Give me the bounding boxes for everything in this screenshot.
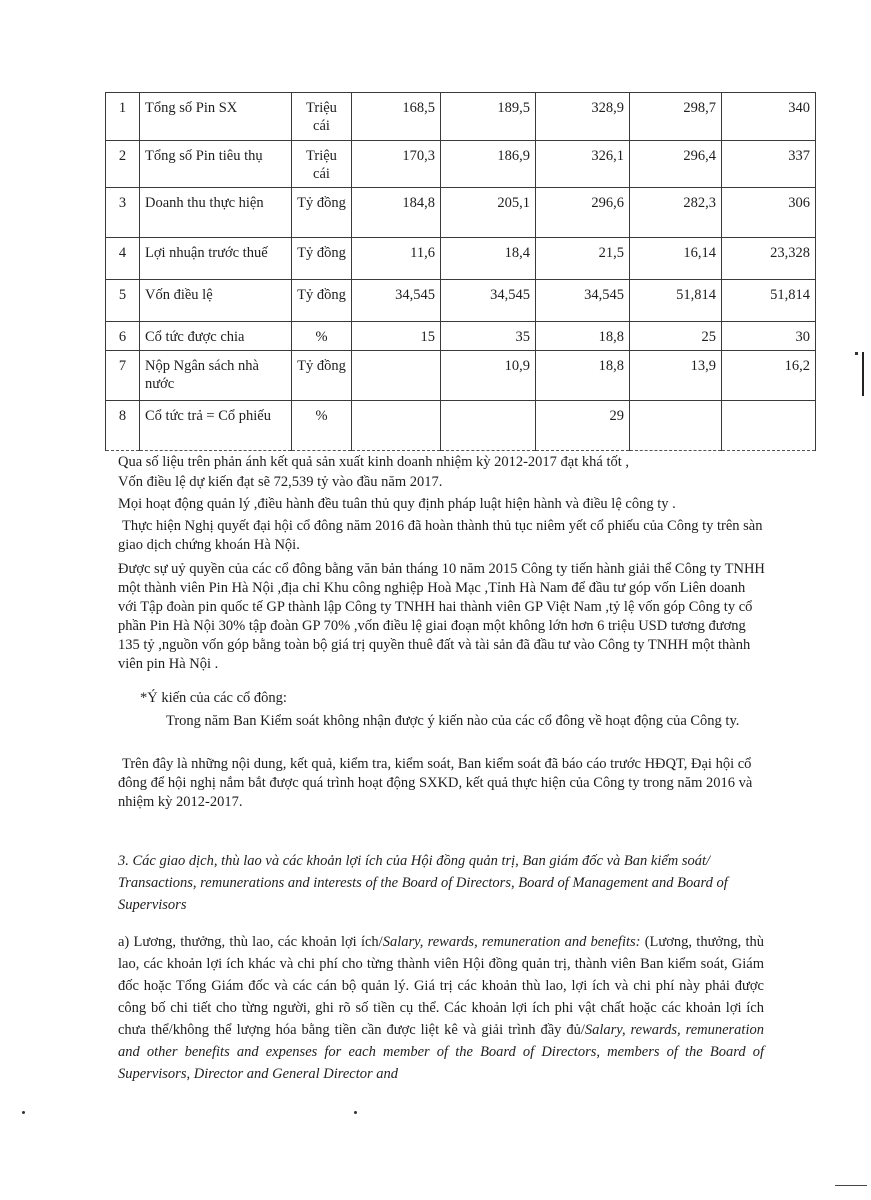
value-col-2: 189,5 [441,93,536,141]
value-col-5: 30 [722,322,816,351]
value-col-4: 13,9 [630,351,722,401]
row-number: 7 [106,351,140,401]
row-unit: Tỷ đồng [292,238,352,280]
value-col-1: 34,545 [352,280,441,322]
row-unit: % [292,401,352,451]
value-col-2: 186,9 [441,141,536,188]
value-col-3: 34,545 [536,280,630,322]
row-number: 2 [106,141,140,188]
section-3-title [118,850,768,916]
para-a-prefix: a) Lương, thưởng, thù lao, các khoản lợi ích/ [118,934,383,950]
value-col-4: 298,7 [630,93,722,141]
paragraph-no-opinions: Trong năm Ban Kiểm soát không nhận được ý kiến nào của các cổ đông về hoạt động của Công ty. [166,713,740,729]
value-col-3: 21,5 [536,238,630,280]
row-unit: Triệu cái [292,93,352,141]
row-unit: Tỷ đồng [292,351,352,401]
value-col-1 [352,351,441,401]
table-row [106,401,816,451]
row-unit: Tỷ đồng [292,280,352,322]
value-col-1: 170,3 [352,141,441,188]
value-col-2: 205,1 [441,188,536,238]
row-indicator-name: Doanh thu thực hiện [140,188,292,238]
value-col-4 [630,401,722,451]
value-col-3: 29 [536,401,630,451]
value-col-1: 11,6 [352,238,441,280]
value-col-1: 15 [352,322,441,351]
row-number: 3 [106,188,140,238]
row-unit: Tỷ đồng [292,188,352,238]
row-indicator-name: Vốn điều lệ [140,280,292,322]
table-row [106,280,816,322]
value-col-2: 18,4 [441,238,536,280]
value-col-4: 51,814 [630,280,722,322]
margin-tick [855,352,858,355]
table-row [106,93,816,141]
scan-dot [22,1111,25,1114]
value-col-3: 18,8 [536,351,630,401]
table-row [106,351,816,401]
value-col-5: 16,2 [722,351,816,401]
paragraph-conclusion: Trên đây là những nội dung, kết quả, kiểm tra, kiểm soát, Ban kiểm soát đã báo cáo trước HĐQT, Đại hội cổ đông để hội nghị nắm bắt được quá trình hoạt động SXKD, kết quả thực hiện của Công ty trong năm 2016 và nhiệm kỳ 2012-2017. [118,756,753,810]
paragraph-summary: Qua số liệu trên phản ánh kết quả sản xuất kinh doanh nhiệm kỳ 2012-2017 đạt khá tốt , [118,454,630,470]
value-col-5: 337 [722,141,816,188]
value-col-5: 306 [722,188,816,238]
value-col-3: 18,8 [536,322,630,351]
row-indicator-name: Lợi nhuận trước thuế [140,238,292,280]
row-indicator-name: Nộp Ngân sách nhà nước [140,351,292,401]
table-row [106,141,816,188]
value-col-3: 296,6 [536,188,630,238]
row-unit: % [292,322,352,351]
value-col-1: 168,5 [352,93,441,141]
margin-mark [862,352,864,396]
value-col-2: 34,545 [441,280,536,322]
results-table [105,92,816,451]
para-a-english-1: Salary, rewards, remuneration and benefits: [382,934,641,950]
value-col-2: 10,9 [441,351,536,401]
paragraph-listing: Thực hiện Nghị quyết đại hội cổ đông năm 2016 đã hoàn thành thủ tục niêm yết cổ phiếu của Công ty trên sàn giao dịch chứng khoán Hà Nội. [118,518,763,553]
table-row [106,188,816,238]
value-col-1 [352,401,441,451]
table-row [106,322,816,351]
value-col-2: 35 [441,322,536,351]
value-col-4: 282,3 [630,188,722,238]
row-indicator-name: Cổ tức trả = Cổ phiếu [140,401,292,451]
scan-dot [354,1111,357,1114]
value-col-5: 340 [722,93,816,141]
value-col-5: 51,814 [722,280,816,322]
section-3-title-en: Transactions, remunerations and interests of the Board of Directors, Board of Management and Board of Supervisors [118,875,728,913]
value-col-4: 16,14 [630,238,722,280]
paragraph-compliance: Mọi hoạt động quản lý ,điều hành đều tuân thủ quy định pháp luật hiện hành và điều lệ công ty . [118,496,676,512]
value-col-5: 23,328 [722,238,816,280]
value-col-1: 184,8 [352,188,441,238]
row-number: 1 [106,93,140,141]
row-number: 5 [106,280,140,322]
section-3-title-vi: 3. Các giao dịch, thù lao và các khoản lợi ích của Hội đồng quản trị, Ban giám đốc và Ban kiểm soát/ [118,853,711,869]
value-col-3: 326,1 [536,141,630,188]
paragraph-3a [118,931,764,1085]
para-a-vietnamese: (Lương, thưởng, thù lao, các khoản lợi ích khác và chi phí cho từng thành viên Hội đồng quản trị, thành viên Ban kiểm soát, Giám đốc hoặc Tổng Giám đốc và các cán bộ quản lý. Giá trị các khoản thù lao, lợi ích và chi phí này phải được công bố chi tiết cho từng người, ghi rõ số tiền cụ thể. Các khoản lợi ích phi vật chất hoặc các khoản lợi ích chưa thể/không thể lượng hóa bằng tiền cần được liệt kê và giải trình đầy đủ/ [118,934,764,1038]
value-col-2 [441,401,536,451]
row-indicator-name: Cổ tức được chia [140,322,292,351]
row-unit: Triệu cái [292,141,352,188]
paragraph-charter-capital: Vốn điều lệ dự kiến đạt sẽ 72,539 tỷ vào đầu năm 2017. [118,474,443,490]
row-number: 8 [106,401,140,451]
footer-line [835,1185,867,1186]
value-col-4: 296,4 [630,141,722,188]
row-indicator-name: Tổng số Pin tiêu thụ [140,141,292,188]
value-col-4: 25 [630,322,722,351]
value-col-3: 328,9 [536,93,630,141]
shareholder-opinion-heading: *Ý kiến của các cổ đông: [140,690,287,706]
value-col-5 [722,401,816,451]
table-row [106,238,816,280]
row-number: 6 [106,322,140,351]
row-number: 4 [106,238,140,280]
row-indicator-name: Tổng số Pin SX [140,93,292,141]
paragraph-joint-venture: Được sự uỷ quyền của các cổ đông bằng văn bản tháng 10 năm 2015 Công ty tiến hành giải thể Công ty TNHH một thành viên Pin Hà Nội ,địa chỉ Khu công nghiệp Hoà Mạc ,Tỉnh Hà Nam để đầu tư góp vốn Liên doanh với Tập đoàn pin quốc tế GP thành lập Công ty TNHH hai thành viên GP Việt Nam ,tỷ lệ vốn góp Công ty cổ phần Pin Hà Nội 30% tập đoàn GP 70% ,vốn điều lệ giai đoạn một không lớn hơn 6 triệu USD tương đương 135 tỷ ,nguồn vốn góp bằng toàn bộ giá trị quyền thuê đất và tài sản đã đầu tư vào Công ty TNHH một thành viên pin Hà Nội . [118,561,765,672]
para-a-english-2: Salary, rewards, remuneration and other benefits and expenses for each member of the Board of Directors, members of the Board of Supervisors, Director and General Director and [118,1022,764,1082]
